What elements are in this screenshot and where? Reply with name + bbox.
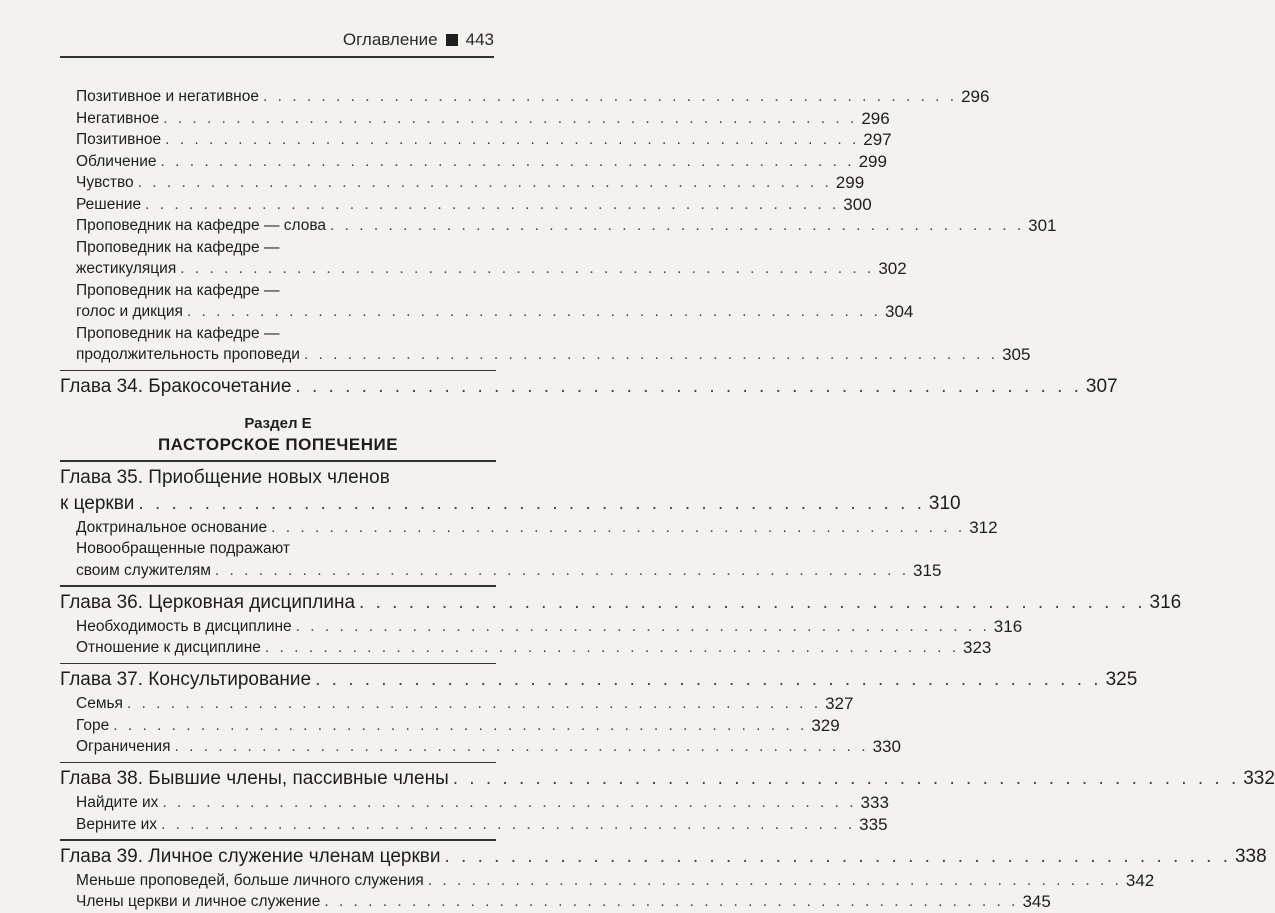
toc-entry: Отношение к дисциплине . . . . . . . . . . . . . . . . . . . . . . . . . . . . . . . . . . . . . . . . . . . . . . . . 323 xyxy=(76,638,992,657)
toc-entry: Семья . . . . . . . . . . . . . . . . . . . . . . . . . . . . . . . . . . . . . . . . . . . . . . . . 327 xyxy=(76,694,854,713)
toc-entry: Найдите их . . . . . . . . . . . . . . . . . . . . . . . . . . . . . . . . . . . . . . . . . . . . . . . . 333 xyxy=(76,793,889,812)
toc-entry: Верните их . . . . . . . . . . . . . . . . . . . . . . . . . . . . . . . . . . . . . . . . . . . . . . . . 335 xyxy=(76,814,888,834)
toc-entry: Необходимость в дисциплине . . . . . . . . . . . . . . . . . . . . . . . . . . . . . . . . . . . . . . . . . . . . . . . . 316 xyxy=(76,616,1023,636)
toc-entry: Горе . . . . . . . . . . . . . . . . . . . . . . . . . . . . . . . . . . . . . . . . . . . . . . . . 329 xyxy=(76,715,840,735)
divider xyxy=(60,460,496,462)
divider xyxy=(60,762,496,764)
section-title: ПАСТОРСКОЕ ПОПЕЧЕНИЕ xyxy=(157,435,399,454)
toc-entry: Чувство . . . . . . . . . . . . . . . . . . . . . . . . . . . . . . . . . . . . . . . . . . . . . . . . 299 xyxy=(76,173,865,192)
toc-entry: своим служителям . . . . . . . . . . . . . . . . . . . . . . . . . . . . . . . . . . . . . . . . . . . . . . . . 315 xyxy=(76,560,942,580)
chapter-entry: Глава 34. Бракосочетание . . . . . . . . . . . . . . . . . . . . . . . . . . . . . . . . . . . . . . . . . . . . . . . . 307 xyxy=(60,376,1118,397)
chapter-entry: Глава 38. Бывшие члены, пассивные члены . . . . . . . . . . . . . . . . . . . . . . . . . . . . . . . . . . . . . . . . . . . . . . . . 332 xyxy=(60,768,1275,789)
divider xyxy=(60,585,496,587)
toc-entry: Решение . . . . . . . . . . . . . . . . . . . . . . . . . . . . . . . . . . . . . . . . . . . . . . . . 300 xyxy=(76,194,872,214)
toc-entry-line1: Новообращенные подражают xyxy=(76,540,290,557)
header-rule xyxy=(60,56,494,58)
toc-entry: Доктринальное основание . . . . . . . . . . . . . . . . . . . . . . . . . . . . . . . . . . . . . . . . . . . . . . . . 312 xyxy=(76,517,998,537)
header-title: Оглавление xyxy=(342,30,438,49)
toc-entry: продолжительность проповеди . . . . . . . . . . . . . . . . . . . . . . . . . . . . . . . . . . . . . . . . . . . . . . . . 305 xyxy=(76,345,1031,364)
running-header xyxy=(60,28,494,52)
toc-entry: голос и дикция . . . . . . . . . . . . . . . . . . . . . . . . . . . . . . . . . . . . . . . . . . . . . . . . 304 xyxy=(76,302,914,321)
toc-entry: Меньше проповедей, больше личного служения . . . . . . . . . . . . . . . . . . . . . . . . . . . . . . . . . . . . . . . . . . . . . . . . 342 xyxy=(76,870,1155,890)
toc-entry: Ограничения . . . . . . . . . . . . . . . . . . . . . . . . . . . . . . . . . . . . . . . . . . . . . . . . 330 xyxy=(76,737,901,756)
square-bullet-icon xyxy=(446,34,458,46)
chapter-entry: Глава 37. Консультирование . . . . . . . . . . . . . . . . . . . . . . . . . . . . . . . . . . . . . . . . . . . . . . . . 325 xyxy=(60,669,1138,690)
toc-entry: Обличение . . . . . . . . . . . . . . . . . . . . . . . . . . . . . . . . . . . . . . . . . . . . . . . . 299 xyxy=(76,151,887,171)
chapter-entry-line1: Глава 35. Приобщение новых членов xyxy=(60,466,390,488)
divider xyxy=(60,370,496,372)
toc-entry: жестикуляция . . . . . . . . . . . . . . . . . . . . . . . . . . . . . . . . . . . . . . . . . . . . . . . . 302 xyxy=(76,259,907,278)
toc-entry: Члены церкви и личное служение . . . . . . . . . . . . . . . . . . . . . . . . . . . . . . . . . . . . . . . . . . . . . . . . 345 xyxy=(76,892,1051,911)
chapter-entry: к церкви . . . . . . . . . . . . . . . . . . . . . . . . . . . . . . . . . . . . . . . . . . . . . . . . 310 xyxy=(60,492,961,514)
chapter-entry: Глава 39. Личное служение членам церкви . . . . . . . . . . . . . . . . . . . . . . . . . . . . . . . . . . . . . . . . . . . . . . . . 338 xyxy=(60,845,1267,867)
toc-entry-line1: Проповедник на кафедре — xyxy=(76,238,280,256)
toc-entry-line1: Проповедник на кафедре — xyxy=(76,324,280,342)
toc-entry: Негативное . . . . . . . . . . . . . . . . . . . . . . . . . . . . . . . . . . . . . . . . . . . . . . . . 296 xyxy=(76,108,890,128)
chapter-entry: Глава 36. Церковная дисциплина . . . . . . . . . . . . . . . . . . . . . . . . . . . . . . . . . . . . . . . . . . . . . . . . 316 xyxy=(60,591,1182,613)
toc-entry: Проповедник на кафедре — слова . . . . . . . . . . . . . . . . . . . . . . . . . . . . . . . . . . . . . . . . . . . . . . . . 301 xyxy=(76,216,1057,235)
table-of-contents xyxy=(60,86,1275,913)
divider xyxy=(60,663,496,665)
toc-entry: Позитивное и негативное . . . . . . . . . . . . . . . . . . . . . . . . . . . . . . . . . . . . . . . . . . . . . . . . 296 xyxy=(76,87,990,106)
toc-entry: Позитивное . . . . . . . . . . . . . . . . . . . . . . . . . . . . . . . . . . . . . . . . . . . . . . . . 297 xyxy=(76,130,892,149)
toc-entry-line1: Проповедник на кафедре — xyxy=(76,281,280,299)
header-page-number: 443 xyxy=(465,30,494,49)
section-heading xyxy=(60,414,496,456)
section-label: Раздел Е xyxy=(244,415,312,432)
divider xyxy=(60,839,496,841)
